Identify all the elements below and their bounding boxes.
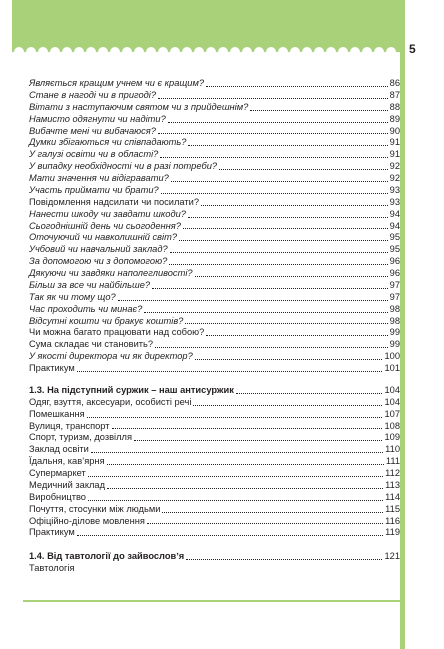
- dot-leader: [77, 535, 383, 536]
- toc-entry-page: 119: [385, 527, 400, 538]
- scallop-decoration: [14, 47, 24, 57]
- toc-entry-title: Одяг, взуття, аксесуари, особисті речі: [29, 396, 192, 407]
- page-number: 5: [409, 42, 416, 56]
- toc-entry-title: У випадку необхідності чи в разі потреби?: [29, 161, 218, 172]
- toc-entry-page: 89: [389, 113, 400, 124]
- toc-entry[interactable]: [29, 456, 400, 468]
- toc-entry-page: 94: [389, 208, 400, 219]
- toc-entry-page: 96: [389, 256, 400, 267]
- toc-entry[interactable]: [29, 209, 400, 221]
- toc-entry-title: Тавтологія: [29, 563, 75, 574]
- toc-entry-page: 99: [389, 339, 400, 350]
- toc-entry[interactable]: [29, 137, 400, 149]
- toc-entry[interactable]: [29, 480, 400, 492]
- toc-entry-title: Стане в нагоді чи в пригоді?: [29, 89, 157, 100]
- dot-leader: [144, 312, 387, 313]
- scallop-decoration: [158, 47, 168, 57]
- toc-entry[interactable]: [29, 268, 400, 280]
- toc-entry[interactable]: [29, 363, 400, 375]
- toc-entry-page: 97: [389, 279, 400, 290]
- dot-leader: [186, 559, 382, 560]
- scallop-decoration: [50, 47, 60, 57]
- toc-section-heading[interactable]: [29, 385, 400, 397]
- toc-entry[interactable]: [29, 185, 400, 197]
- scallop-decoration: [110, 47, 120, 57]
- toc-entry-title: Практикум: [29, 527, 75, 538]
- toc-entry-page: 99: [389, 327, 400, 338]
- toc-entry-title: Думки збігаються чи співпадають?: [29, 137, 187, 148]
- toc-entry[interactable]: [29, 421, 400, 433]
- dot-leader: [236, 393, 383, 394]
- toc-entry-page: 111: [385, 456, 400, 467]
- toc-entry[interactable]: [29, 397, 400, 409]
- side-green-band: [400, 0, 405, 649]
- toc-entry-page: 93: [389, 184, 400, 195]
- toc-entry-page: 97: [389, 291, 400, 302]
- toc-entry-page: 114: [385, 491, 400, 502]
- dot-leader: [201, 205, 388, 206]
- toc-entry-title: Час проходить чи минає?: [29, 303, 143, 314]
- toc-section-heading[interactable]: [29, 551, 400, 563]
- toc-entry[interactable]: [29, 492, 400, 504]
- scallop-decoration: [254, 47, 264, 57]
- toc-entry-page: 95: [389, 244, 400, 255]
- toc-entry-page: 91: [389, 137, 400, 148]
- toc-entry[interactable]: [29, 527, 400, 539]
- toc-entry-page: 92: [389, 161, 400, 172]
- toc-heading-title: 1.4. Від тавтології до зайвословʼя: [29, 551, 185, 562]
- scallop-decoration: [182, 47, 192, 57]
- scallop-decoration: [290, 47, 300, 57]
- toc-entry-title: Помешкання: [29, 408, 85, 419]
- toc-entry-title: Їдальня, кав’ярня: [29, 456, 105, 467]
- toc-section-3-list: [29, 563, 400, 575]
- dot-leader: [193, 405, 382, 406]
- toc-entry-title: Сума складає чи становить?: [29, 339, 154, 350]
- toc-entry-title: Медичний заклад: [29, 479, 106, 490]
- bottom-rule: [23, 600, 400, 602]
- toc-entry-title: Участь приймати чи брати?: [29, 184, 159, 195]
- toc-entry-page: 116: [385, 515, 400, 526]
- toc-entry-page: 91: [389, 149, 400, 160]
- table-of-contents: [29, 78, 400, 575]
- toc-entry-title: У галузі освіти чи в області?: [29, 149, 159, 160]
- dot-leader: [185, 323, 387, 324]
- dot-leader: [87, 417, 383, 418]
- dot-leader: [107, 488, 383, 489]
- toc-entry-title: Сьогоднішній день чи сьогодення?: [29, 220, 181, 231]
- toc-entry[interactable]: [29, 432, 400, 444]
- dot-leader: [169, 264, 387, 265]
- dot-leader: [155, 347, 388, 348]
- toc-entry[interactable]: [29, 221, 400, 233]
- toc-entry[interactable]: [29, 102, 400, 114]
- scallop-decoration: [38, 47, 48, 57]
- toc-entry-page: 112: [385, 468, 400, 478]
- toc-entry[interactable]: [29, 149, 400, 161]
- toc-entry-title: Спорт, туризм, дозвілля: [29, 432, 133, 443]
- toc-entry-title: Заклад освіти: [29, 444, 89, 455]
- toc-entry[interactable]: [29, 161, 400, 173]
- toc-entry[interactable]: [29, 316, 400, 328]
- toc-entry[interactable]: [29, 126, 400, 138]
- dot-leader: [168, 122, 388, 123]
- scallop-decoration: [278, 47, 288, 57]
- toc-entry[interactable]: [29, 232, 400, 244]
- dot-leader: [161, 193, 388, 194]
- scallop-decoration: [146, 47, 156, 57]
- dot-leader: [88, 500, 383, 501]
- scallop-decoration: [362, 47, 372, 57]
- scallop-decoration: [314, 47, 324, 57]
- dot-leader: [147, 523, 383, 524]
- dot-leader: [195, 276, 388, 277]
- dot-leader: [206, 86, 388, 87]
- scallop-decoration: [386, 47, 396, 57]
- toc-entry[interactable]: [29, 304, 400, 316]
- toc-entry-page: 95: [389, 232, 400, 243]
- dot-leader: [188, 145, 387, 146]
- toc-entry-page: 93: [389, 196, 400, 207]
- scallop-decoration: [374, 47, 384, 57]
- toc-entry-title: Нанести шкоду чи завдати шкоди?: [29, 208, 186, 219]
- toc-entry-title: Почуття, стосунки між людьми: [29, 503, 161, 514]
- dot-leader: [118, 300, 388, 301]
- toc-entry-title: Так як чи тому що?: [29, 291, 116, 302]
- toc-entry-title: Супермаркет: [29, 468, 86, 478]
- scallop-decoration: [134, 47, 144, 57]
- scallop-decoration: [350, 47, 360, 57]
- toc-entry[interactable]: [29, 244, 400, 256]
- toc-entry[interactable]: [29, 90, 400, 102]
- toc-entry[interactable]: [29, 173, 400, 185]
- toc-entry[interactable]: [29, 563, 400, 575]
- toc-entry[interactable]: [29, 444, 400, 456]
- toc-entry[interactable]: [29, 197, 400, 209]
- toc-entry-page: 96: [389, 268, 400, 278]
- toc-entry-page: 113: [385, 479, 400, 490]
- toc-entry-title: Вітати з наступаючим святом чи з прийдешнім?: [29, 101, 249, 112]
- toc-entry-title: Практикум: [29, 363, 75, 373]
- dot-leader: [179, 240, 388, 241]
- scallop-decoration: [122, 47, 132, 57]
- dot-leader: [107, 464, 384, 465]
- dot-leader: [188, 217, 388, 218]
- toc-section-2-list: [29, 397, 400, 540]
- toc-entry-title: Вибачте мені чи вибачаюся?: [29, 125, 156, 136]
- toc-entry-page: 110: [385, 444, 400, 455]
- toc-entry[interactable]: [29, 409, 400, 421]
- toc-entry-page: 107: [384, 408, 400, 419]
- toc-heading-page: 104: [384, 384, 400, 395]
- header-green-band: [12, 0, 400, 52]
- dot-leader: [162, 512, 383, 513]
- toc-entry-page: 98: [389, 315, 400, 326]
- toc-entry-page: 108: [384, 420, 400, 431]
- toc-entry-title: Відсутні кошти чи бракує коштів?: [29, 315, 184, 326]
- dot-leader: [250, 110, 387, 111]
- dot-leader: [77, 371, 383, 372]
- scallop-decoration: [230, 47, 240, 57]
- toc-entry[interactable]: [29, 256, 400, 268]
- toc-entry-title: У якості директора чи як директор?: [29, 351, 193, 362]
- toc-entry[interactable]: [29, 327, 400, 339]
- toc-entry-title: Виробництво: [29, 491, 86, 502]
- dot-leader: [160, 157, 387, 158]
- scallop-decoration: [338, 47, 348, 57]
- toc-entry[interactable]: [29, 292, 400, 304]
- toc-entry-page: 92: [389, 173, 400, 183]
- toc-entry-page: 86: [389, 78, 400, 88]
- toc-entry-title: Більш за все чи найбільше?: [29, 279, 151, 290]
- dot-leader: [219, 169, 388, 170]
- toc-entry-title: За допомогою чи з допомогою?: [29, 256, 168, 267]
- toc-heading-page: 121: [384, 551, 400, 562]
- scallop-decoration: [170, 47, 180, 57]
- toc-entry-title: Повідомлення надсилати чи посилати?: [29, 196, 199, 207]
- scallop-decoration: [98, 47, 108, 57]
- toc-entry-title: Учбовий чи навчальний заклад?: [29, 244, 168, 255]
- toc-entry-page: 115: [385, 503, 400, 514]
- dot-leader: [206, 335, 387, 336]
- toc-entry[interactable]: [29, 78, 400, 90]
- scallop-decoration: [206, 47, 216, 57]
- scallop-decoration: [194, 47, 204, 57]
- toc-entry-page: 98: [389, 303, 400, 314]
- scallop-decoration: [326, 47, 336, 57]
- toc-entry[interactable]: [29, 339, 400, 351]
- toc-section-1-list: [29, 78, 400, 375]
- toc-entry[interactable]: [29, 468, 400, 480]
- dot-leader: [183, 228, 388, 229]
- dot-leader: [112, 428, 383, 429]
- scallop-decoration: [74, 47, 84, 57]
- toc-entry-page: 88: [389, 101, 400, 112]
- dot-leader: [195, 359, 383, 360]
- toc-entry-title: Являється кращим учнем чи є кращим?: [29, 78, 205, 88]
- toc-entry[interactable]: [29, 280, 400, 292]
- scallop-decoration: [218, 47, 228, 57]
- toc-entry-title: Вулиця, транспорт: [29, 420, 110, 431]
- dot-leader: [158, 133, 388, 134]
- toc-entry-page: 109: [384, 432, 400, 443]
- toc-entry[interactable]: [29, 504, 400, 516]
- toc-entry-page: 100: [384, 351, 400, 362]
- dot-leader: [88, 476, 383, 477]
- scallop-decoration: [86, 47, 96, 57]
- dot-leader: [91, 452, 383, 453]
- toc-entry-title: Мати значення чи відігравати?: [29, 173, 169, 183]
- toc-entry-page: 87: [389, 89, 400, 100]
- toc-entry-page: 94: [389, 220, 400, 231]
- toc-entry-title: Офіційно-ділове мовлення: [29, 515, 145, 526]
- scallop-decoration: [266, 47, 276, 57]
- scallop-decoration: [302, 47, 312, 57]
- dot-leader: [171, 181, 388, 182]
- scallop-decoration: [242, 47, 252, 57]
- toc-entry-title: Дякуючи чи завдяки наполегливості?: [29, 268, 193, 278]
- scallop-decoration: [26, 47, 36, 57]
- toc-entry-title: Чи можна багато працювати над собою?: [29, 327, 205, 338]
- dot-leader: [158, 98, 388, 99]
- toc-entry-title: Оточуючий чи навколишній світ?: [29, 232, 178, 243]
- toc-entry[interactable]: [29, 351, 400, 363]
- toc-entry-page: 104: [384, 396, 400, 407]
- scallop-decoration: [62, 47, 72, 57]
- toc-entry[interactable]: [29, 516, 400, 528]
- toc-entry-page: 90: [389, 125, 400, 136]
- toc-heading-title: 1.3. На підступний суржик – наш антисуржик: [29, 384, 234, 395]
- dot-leader: [134, 440, 382, 441]
- dot-leader: [152, 288, 388, 289]
- dot-leader: [170, 252, 388, 253]
- toc-entry[interactable]: [29, 114, 400, 126]
- toc-entry-title: Намисто одягнути чи надіти?: [29, 113, 166, 124]
- toc-entry-page: 101: [384, 363, 400, 373]
